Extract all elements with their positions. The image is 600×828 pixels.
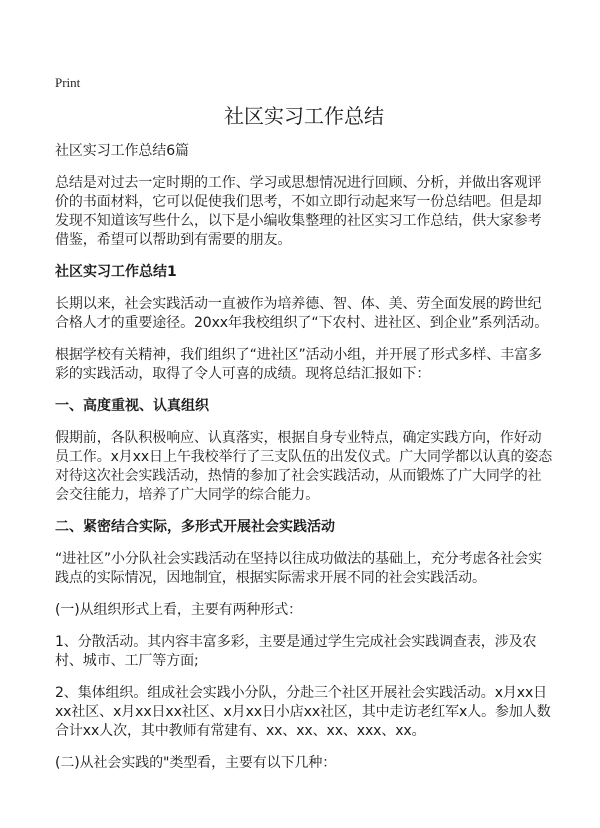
paragraph: 长期以来，社会实践活动一直被作为培养德、智、体、美、劳全面发展的跨世纪合格人才的重要途径。20xx年我校组织了“下农村、进社区、到企业”系列活动。 — [55, 296, 549, 331]
document-content — [55, 142, 553, 773]
paragraph: 假期前，各队积极响应、认真落实，根据自身专业特点，确定实践方向，作好动员工作。x月xx日上午我校举行了三支队伍的出发仪式。广大同学都以认真的姿态对待这次社会实践活动，热情的参加了社会实践活动，从而锻炼了广大同学的社会交往能力，培养了广大同学的综合能力。 — [55, 430, 553, 503]
document-body — [55, 102, 553, 786]
paragraph: “进社区”小分队社会实践活动在坚持以往成功做法的基础上，充分考虑各社会实践点的实际情况，因地制宜，根据实际需求开展不同的社会实践活动。 — [55, 551, 542, 586]
paragraph: 总结是对过去一定时期的工作、学习或思想情况进行回顾、分析，并做出客观评价的书面材料，它可以促使我们思考，不如立即行动起来写一份总结吧。但是却发现不知道该写些什么，以下是小编收集整理的社区实习工作总结，供大家参考借鉴，希望可以帮助到有需要的朋友。 — [55, 175, 542, 248]
paragraph: 2、集体组织。组成社会实践小分队，分赴三个社区开展社会实践活动。x月xx日xx社区、x月xx日xx社区、x月xx日小店xx社区，其中走访老红军x人。参加人数合计xx人次，其中教师有常建有、xx、xx、xx、xxx、xx。 — [55, 685, 551, 739]
paragraph: 1、分散活动。其内容丰富多彩，主要是通过学生完成社会实践调查表，涉及农村、城市、工厂等方面; — [55, 634, 537, 669]
paragraph: (二)从社会实践的"类型看，主要有以下几种： — [55, 755, 337, 771]
print-link[interactable]: Print — [55, 75, 81, 90]
page-title: 社区实习工作总结 — [224, 104, 384, 128]
section-heading: 二、紧密结合实际，多形式开展社会实践活动 — [55, 519, 335, 535]
paragraph: 根据学校有关精神，我们组织了“进社区”活动小组，并开展了形式多样、丰富多彩的实践活动，取得了令人可喜的成绩。现将总结汇报如下： — [55, 347, 542, 382]
paragraph: (一)从组织形式上看，主要有两种形式： — [55, 602, 303, 618]
section-heading: 一、高度重视、认真组织 — [55, 398, 209, 414]
section-heading: 社区实习工作总结1 — [55, 264, 177, 280]
paragraph: 社区实习工作总结6篇 — [55, 143, 189, 159]
